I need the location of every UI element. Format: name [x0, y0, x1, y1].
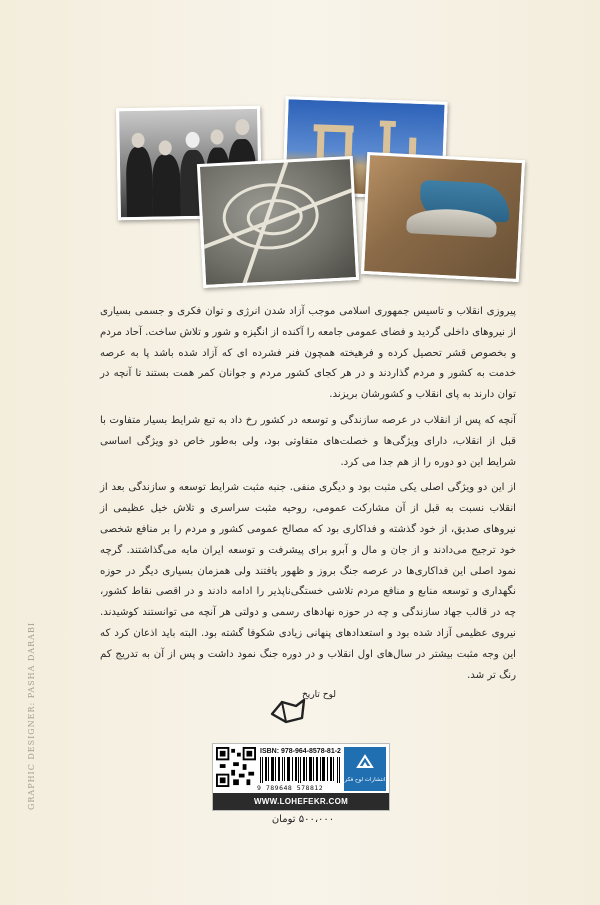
isbn-block	[212, 743, 390, 811]
paragraph: آنچه که پس از انقلاب در عرصه سازندگی و توسعه در کشور رخ داد به تبع شرایط بسیار متفاوت با قبل از انقلاب، دارای ویژگی‌ها و خصلت‌های متفاوتی بود، ولی به‌طور خاص دو ویژگی اساسی شرایط این دو دوره را از هم جدا می کرد.	[100, 414, 516, 468]
blurb-text	[100, 302, 516, 691]
barcode-icon	[260, 757, 340, 783]
price: ۵۰۰،۰۰۰ تومان	[271, 814, 335, 825]
paragraph: پیروزی انقلاب و تاسیس جمهوری اسلامی موجب آزاد شدن انرژی و توان فکری و جسمی بسیاری از نیروهای داخلی گردید و فضای عمومی جامعه را آکنده از انگیزه و شور و تلاش ساخت. آحاد مردم و بخصوص قشر تحصیل کرده و فرهیخته همچون فنر فشرده ای که آزاد شده باشد پا به عرصه خدمت به کشور و مردم گذاردند و در هر کجای کشور مردم و جوانان کمر همت بستند تا آنچه در توان دارند به پای انقلاب و کشورشان بریزند.	[100, 306, 516, 401]
photo-interchange	[197, 156, 359, 288]
website-url[interactable]: WWW.LOHEFEKR.COM	[213, 793, 389, 810]
isbn-number: ISBN: 978-964-8578-81-2	[260, 748, 341, 755]
designer-credit: GRAPHIC DESIGNER: PASHA DARABI	[27, 622, 36, 810]
publisher-mark-icon	[356, 753, 374, 771]
barcode-number: 9 789648 578812	[257, 784, 324, 792]
publisher-badge-text: انتشارات لوح فکر	[344, 777, 386, 783]
publisher-badge	[344, 747, 386, 791]
qr-code-icon	[216, 747, 256, 787]
photo-dam	[361, 152, 525, 282]
paragraph: از این دو ویژگی اصلی یکی مثبت بود و دیگری منفی. جنبه مثبت شرایط توسعه و سازندگی بعد از انقلاب نسبت به قبل از آن مشارکت عمومی، روحیه مثبت سراسری و تلاش خیل عظیمی از نیروهای صدیق، از خود گذشته و فداکاری بود که مصالح عمومی کشور و مردم را بر منافع شخصی خود ترجیح می‌دادند و از جان و مال و آبرو برای پیشرفت و توسعه ایران مایه می‌گذاشتند. گرچه نمود اصلی این فداکاری‌ها در عرصه جنگ بروز و ظهور یافتند ولی همزمان بسیاری دیگر در حوزه نگهداری و توسعه منابع و منافع مردم تلاشی خستگی‌ناپذیر را ادامه دادند و در اقصی نقاط کشور، چه در قالب جهاد سازندگی و چه در حوزه نهادهای رسمی و دولتی هر آنچه می توانستند کوشیدند. نیروی عظیمی آزاد شده بود و استعدادهای پنهانی زیادی شکوفا گشته بود. البته باید اذعان کرد که این وجه مثبت بیشتر در سال‌های اول انقلاب و در دوره جنگ نمود داشت و پس از آن به تدریج کم رنگ تر شد.	[100, 482, 516, 681]
publisher-logo-text: لوح تاریخ	[302, 690, 336, 700]
